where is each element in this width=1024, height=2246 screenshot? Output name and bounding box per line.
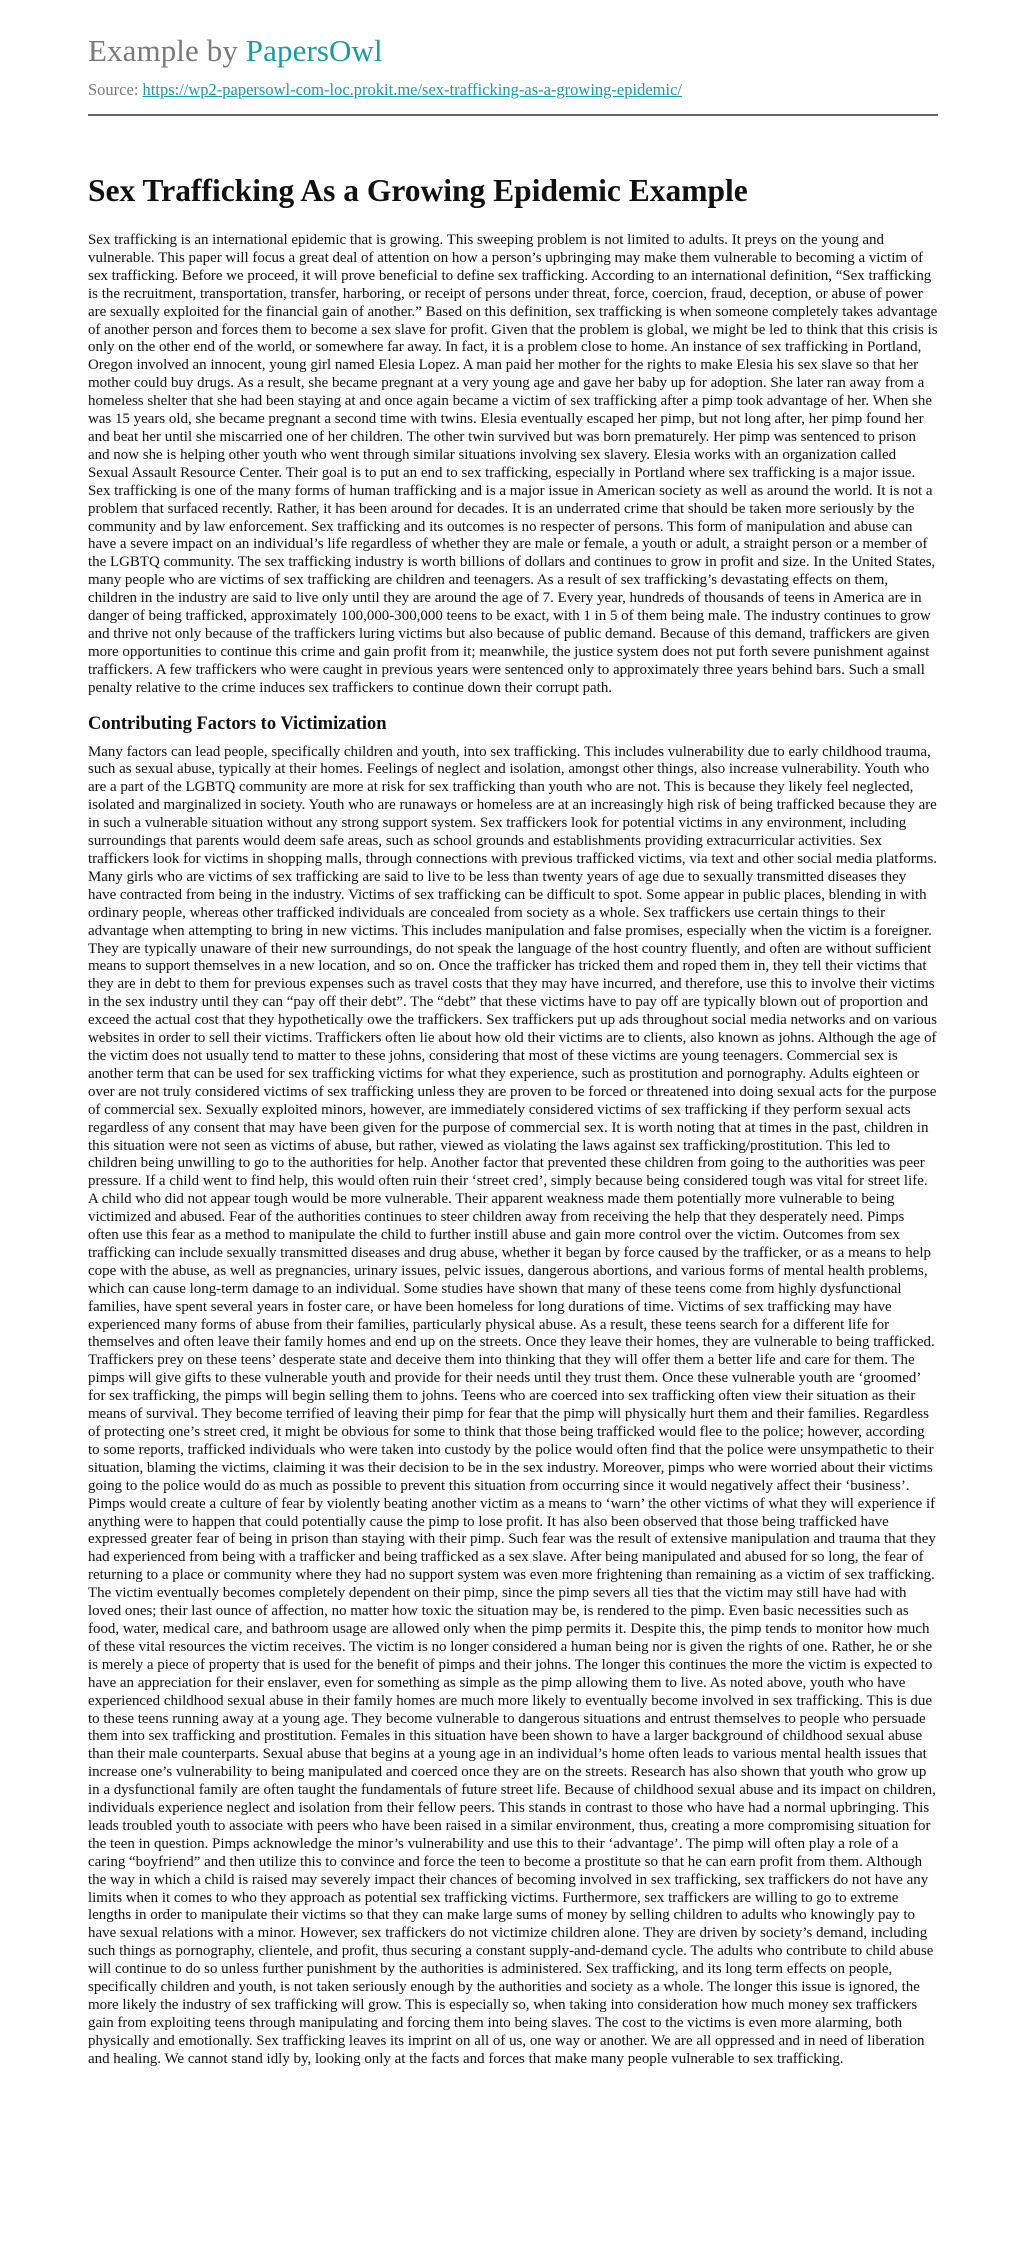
source-link[interactable]: https://wp2-papersowl-com-loc.prokit.me/sex-trafficking-as-a-growing-epidemic/ (142, 80, 682, 99)
header-divider (88, 114, 938, 116)
brand-line (88, 32, 938, 70)
body-paragraph: Many factors can lead people, specifically children and youth, into sex trafficking. This includes vulnerability due to early childhood trauma, such as sexual abuse, typically at their homes. Feelings of neglect and isolation, amongst other things, also increase vulnerability. Youth who are a part of the LGBTQ community are more at risk for sex trafficking than youth who are not. This is because they likely feel neglected, isolated and marginalized in society. Youth who are runaways or homeless are at an increasingly high risk of being trafficked because they are in such a vulnerable situation without any strong support system. Sex traffickers look for potential victims in any environment, including surroundings that parents would deem safe areas, such as school grounds and establishments providing extracurricular activities. Sex traffickers look for victims in shopping malls, through connections with previous trafficked victims, via text and other social media platforms. Many girls who are victims of sex trafficking are said to live to be less than twenty years of age due to sexually transmitted diseases they have contracted from being in the industry. Victims of sex trafficking can be difficult to spot. Some appear in public places, blending in with ordinary people, whereas other trafficked individuals are concealed from society as a whole. Sex traffickers use certain things to their advantage when attempting to bring in new victims. This includes manipulation and false promises, especially when the victim is a foreigner. They are typically unaware of their new surroundings, do not speak the language of the host country fluently, and often are without sufficient means to support themselves in a new location, and so on. Once the trafficker has tricked them and roped them in, they tell their victims that they are in debt to them for previous expenses such as travel costs that they may have incurred, and therefore, use this to involve their victims in the sex industry until they can “pay off their debt”. The “debt” that these victims have to pay off are typically blown out of proportion and exceed the actual cost that they hypothetically owe the traffickers. Sex traffickers put up ads throughout social media networks and on various websites in order to sell their victims. Traffickers often lie about how old their victims are to clients, also known as johns. Although the age of the victim does not usually tend to matter to these johns, considering that most of these victims are young teenagers. Commercial sex is another term that can be used for sex trafficking victims for what they experience, such as prostitution and pornography. Adults eighteen or over are not truly considered victims of sex trafficking unless they are proven to be forced or threatened into doing sexual acts for the purpose of commercial sex. Sexually exploited minors, however, are immediately considered victims of sex trafficking if they perform sexual acts regardless of any consent that may have been given for the purpose of commercial sex. It is worth noting that at times in the past, children in this situation were not seen as victims of abuse, but rather, viewed as violating the laws against sex trafficking/prostitution. This led to children being unwilling to go to the authorities for help. Another factor that prevented these children from going to the authorities was peer pressure. If a child went to find help, this would often ruin their ‘street cred’, simply because being considered tough was vital for street life. A child who did not appear tough would be more vulnerable. Their apparent weakness made them potentially more vulnerable to being victimized and abused. Fear of the authorities continues to steer children away from receiving the help that they desperately need. Pimps often use this fear as a method to manipulate the child to further instill abuse and gain more control over the victim. Outcomes from sex trafficking can include sexually transmitted diseases and drug abuse, whether it began by force caused by the trafficker, or as a means to help cope with the abuse, as well as pregnancies, urinary issues, pelvic issues, dangerous abortions, and various forms of mental health problems, which can cause long-term damage to an individual. Some studies have shown that many of these teens come from highly dysfunctional families, have spent several years in foster care, or have been homeless for long durations of time. Victims of sex trafficking may have experienced many forms of abuse from their families, particularly physical abuse. As a result, these teens search for a different life for themselves and often leave their family homes and end up on the streets. Once they leave their homes, they are vulnerable to being trafficked. Traffickers prey on these teens’ desperate state and deceive them into thinking that they will offer them a better life and care for them. The pimps will give gifts to these vulnerable youth and provide for their needs until they trust them. Once these vulnerable youth are ‘groomed’ for sex trafficking, the pimps will begin selling them to johns. Teens who are coerced into sex trafficking often view their situation as their means of survival. They become terrified of leaving their pimp for fear that the pimp will physically hurt them and their families. Regardless of protecting one’s street cred, it might be obvious for some to think that those being trafficked would flee to the police; however, according to some reports, trafficked individuals who were taken into custody by the police would often find that the police were unsympathetic to their situation, blaming the victims, claiming it was their decision to be in the sex industry. Moreover, pimps who were worried about their victims going to the police would do as much as possible to prevent this situation from occurring since it would negatively affect their ‘business’. Pimps would create a culture of fear by violently beating another victim as a means to ‘warn’ the other victims of what they will experience if anything were to happen that could potentially cause the pimp to lose profit. It has also been observed that those being trafficked have expressed greater fear of being in prison than staying with their pimp. Such fear was the result of extensive manipulation and trauma that they had experienced from being with a trafficker and being trafficked as a sex slave. After being manipulated and abused for so long, the fear of returning to a place or community where they had no support system was even more frightening than remaining as a victim of sex trafficking. The victim eventually becomes completely dependent on their pimp, since the pimp severs all ties that the victim may still have had with loved ones; their last ounce of affection, no matter how toxic the situation may be, is rendered to the pimp. Even basic necessities such as food, water, medical care, and bathroom usage are allowed only when the pimp permits it. Despite this, the pimp tends to monitor how much of these vital resources the victim receives. The victim is no longer considered a human being nor is given the rights of one. Rather, he or she is merely a piece of property that is used for the benefit of pimps and their johns. The longer this continues the more the victim is expected to have an appreciation for their enslaver, even for something as simple as the pimp allowing them to live. As noted above, youth who have experienced childhood sexual abuse in their family homes are much more likely to eventually become involved in sex trafficking. This is due to these teens running away at a young age. They become vulnerable to dangerous situations and entrust themselves to people who persuade them into sex trafficking and prostitution. Females in this situation have been shown to have a larger background of childhood sexual abuse than their male counterparts. Sexual abuse that begins at a young age in an individual’s home often leads to various mental health issues that increase one’s vulnerability to being manipulated and coerced once they are on the streets. Research has also shown that youth who grow up in a dysfunctional family are often taught the fundamentals of future street life. Because of childhood sexual abuse and its impact on children, individuals experience neglect and isolation from their fellow peers. This stands in contrast to those who have had a normal upbringing. This leads troubled youth to associate with peers who have been raised in a similar environment, thus, creating a more compromising situation for the teen in question. Pimps acknowledge the minor’s vulnerability and use this to their ‘advantage’. The pimp will often play a role of a caring “boyfriend” and then utilize this to convince and force the teen to become a prostitute so that he can earn profit from them. Although the way in which a child is raised may severely impact their chances of becoming involved in sex trafficking, sex traffickers do not have any limits when it comes to who they approach as potential sex trafficking victims. Furthermore, sex traffickers are willing to go to extreme lengths in order to manipulate their victims so that they can make large sums of money by selling children to adults who knowingly pay to have sexual relations with a minor. However, sex traffickers do not victimize children alone. They are driven by society’s demand, including such things as pornography, clientele, and profit, thus securing a constant supply-and-demand cycle. The adults who contribute to child abuse will continue to do so unless further punishment by the authorities is administered. Sex trafficking, and its long term effects on people, specifically children and youth, is not taken seriously enough by the authorities and society as a whole. The longer this issue is ignored, the more likely the industry of sex trafficking will grow. This is especially so, when taking into consideration how much money sex traffickers gain from exploiting teens through manipulating and forcing them into being slaves. The cost to the victims is even more alarming, both physically and emotionally. Sex trafficking leaves its imprint on all of us, one way or another. We are all oppressed and in need of liberation and healing. We cannot stand idly by, looking only at the facts and forces that make many people vulnerable to sex trafficking. (88, 743, 938, 2067)
source-line (88, 80, 938, 100)
intro-paragraph: Sex trafficking is an international epidemic that is growing. This sweeping problem is not limited to adults. It preys on the young and vulnerable. This paper will focus a great deal of attention on how a person’s upbringing may make them vulnerable to becoming a victim of sex trafficking. Before we proceed, it will prove beneficial to define sex trafficking. According to an international definition, “Sex trafficking is the recruitment, transportation, transfer, harboring, or receipt of persons under threat, force, coercion, fraud, deception, or abuse of power are sexually exploited for the financial gain of another.” Based on this definition, sex trafficking is when someone completely takes advantage of another person and forces them to become a sex slave for profit. Given that the problem is global, we might be led to think that this crisis is only on the other end of the world, or somewhere far away. In fact, it is a problem close to home. An instance of sex trafficking in Portland, Oregon involved an innocent, young girl named Elesia Lopez. A man paid her mother for the rights to make Elesia his sex slave so that her mother could buy drugs. As a result, she became pregnant at a very young age and gave her baby up for adoption. She later ran away from a homeless shelter that she had been staying at and once again became a victim of sex trafficking after a pimp took advantage of her. When she was 15 years old, she became pregnant a second time with twins. Elesia eventually escaped her pimp, but not long after, her pimp found her and beat her until she miscarried one of her children. The other twin survived but was born prematurely. Her pimp was sentenced to prison and now she is helping other youth who went through similar situations involving sex slavery. Elesia works with an organization called Sexual Assault Resource Center. Their goal is to put an end to sex trafficking, especially in Portland where sex trafficking is a major issue. Sex trafficking is one of the many forms of human trafficking and is a major issue in American society as well as around the world. It is not a problem that surfaced recently. Rather, it has been around for decades. It is an underrated crime that should be taken more seriously by the community and by law enforcement. Sex trafficking and its outcomes is no respecter of persons. This form of manipulation and abuse can have a severe impact on an individual’s life regardless of whether they are male or female, a youth or adult, a straight person or a member of the LGBTQ community. The sex trafficking industry is worth billions of dollars and continues to grow in profit and size. In the United States, many people who are victims of sex trafficking are children and teenagers. As a result of sex trafficking’s devastating effects on them, children in the industry are said to live only until they are around the age of 7. Every year, hundreds of thousands of teens in America are in danger of being trafficked, approximately 100,000-300,000 teens to be exact, with 1 in 5 of them being male. The industry continues to grow and thrive not only because of the traffickers luring victims but also because of public demand. Because of this demand, traffickers are given more opportunities to continue this crime and gain profit from it; meanwhile, the justice system does not put forth severe punishment against traffickers. A few traffickers who were caught in previous years were sentenced only to approximately three years behind bars. Such a small penalty relative to the crime induces sex traffickers to continue down their corrupt path. (88, 232, 938, 696)
source-label: Source: (88, 80, 143, 99)
document-header (88, 0, 938, 116)
brand-prefix: Example by (88, 33, 246, 68)
section-heading: Contributing Factors to Victimization (88, 713, 387, 734)
brand-name: PapersOwl (245, 33, 383, 68)
article-title: Sex Trafficking As a Growing Epidemic Example (88, 173, 748, 208)
